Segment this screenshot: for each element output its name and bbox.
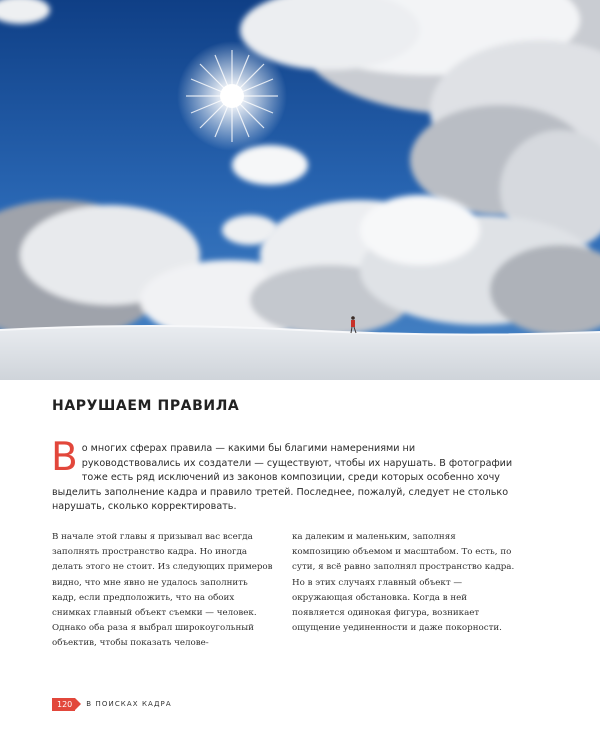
page-footer (52, 697, 172, 711)
article-heading: НАРУШАЕМ ПРАВИЛА (52, 398, 240, 414)
drop-cap: В (51, 435, 78, 480)
running-title: В ПОИСКАХ КАДРА (86, 700, 172, 708)
lead-text: о многих сферах правила — какими бы благими намерениями ни руководствовались их создатели — существуют, чтобы их нарушать. В фотографии тоже есть ряд исключений из законов композиции, среди которых особенно хочу выделить заполнение кадра и правило третей. Последнее, пожалуй, следует не столько нарушать, сколько корректировать. (52, 443, 513, 513)
page-number: 120 (52, 698, 75, 711)
lead-paragraph (51, 435, 514, 515)
body-column-left: В начале этой главы я призывал вас всегда заполнять пространство кадра. Но иногда делать этого не стоит. Из следующих примеров видно, что мне явно не удалось заполнить кадр, если предположить, что на обоих снимках главный объект съемки — человек. Однако оба раза я выбрал широкоугольный объектив, чтобы показать челове- (52, 532, 273, 649)
body-column-right: ка далеким и маленьким, заполняя композицию объемом и масштабом. То есть, по сути, я всё равно заполнял пространство кадра. Но в этих случаях главный объект — окружающая обстановка. Когда в ней появляется одинокая фигура, возникает ощущение уединенности и даже покорности. (292, 532, 515, 634)
